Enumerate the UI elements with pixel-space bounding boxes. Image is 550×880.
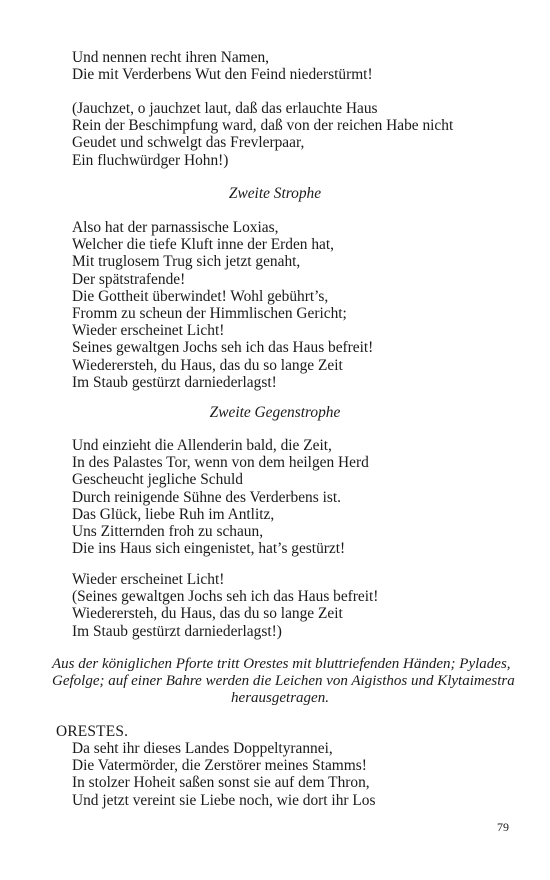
verse-line: Uns Zitternden froh zu schaun, xyxy=(72,523,264,541)
speech-line: In stolzer Hoheit saßen sonst sie auf dem Thron, xyxy=(72,774,370,792)
stage-direction-line: herausgetragen. xyxy=(231,690,329,707)
verse-line: Die mit Verderbens Wut den Feind niederstürmt! xyxy=(72,66,373,84)
verse-line: Wieder erscheinet Licht! xyxy=(72,571,225,588)
verse-line: Fromm zu scheun der Himmlischen Gericht; xyxy=(72,305,347,323)
verse-line: Die ins Haus sich eingenistet, hat’s gestürzt! xyxy=(72,540,346,558)
stanza-1 xyxy=(72,49,373,83)
verse-line: Welcher die tiefe Kluft inne der Erden hat, xyxy=(72,236,334,254)
verse-line: Durch reinigende Sühne des Verderbens ist. xyxy=(72,488,341,506)
verse-line: Im Staub gestürzt darniederlagst! xyxy=(72,373,277,391)
speaker-name: ORESTES. xyxy=(56,723,129,740)
verse-line: Und nennen recht ihren Namen, xyxy=(72,49,270,66)
verse-line: Wieder erscheinet Licht! xyxy=(72,322,225,340)
stanza-5 xyxy=(72,571,378,640)
stage-direction-line: Aus der königlichen Pforte tritt Orestes mit bluttriefenden Händen; Pylades, xyxy=(52,656,511,672)
section-heading-zweite-strophe: Zweite Strophe xyxy=(228,185,322,202)
stanza-4 xyxy=(72,437,369,557)
page-number: 79 xyxy=(497,820,509,834)
stage-direction xyxy=(52,656,515,708)
verse-line: Wiedererstеh, du Haus, das du so lange Zeit xyxy=(72,605,343,623)
verse-line: Ein fluchwürdger Hohn!) xyxy=(72,151,229,169)
stanza-3 xyxy=(72,219,373,391)
verse-line: (Seines gewaltgen Jochs seh ich das Haus befreit! xyxy=(72,588,379,606)
speech-line: Und jetzt vereint sie Liebe noch, wie dort ihr Los xyxy=(72,791,376,809)
speech-line: Da seht ihr dieses Landes Doppeltyrannei, xyxy=(72,740,333,757)
section-heading-zweite-gegenstrophe: Zweite Gegenstrophe xyxy=(209,404,341,421)
verse-line: Seines gewaltgen Jochs seh ich das Haus befreit! xyxy=(72,339,374,357)
verse-line: Geudet und schwelgt das Frevlerpaar, xyxy=(72,134,305,152)
speech-line: Die Vatermörder, die Zerstörer meines Stamms! xyxy=(72,757,367,775)
verse-line: Und einzieht die Allenderin bald, die Zeit, xyxy=(72,437,332,454)
verse-line: Das Glück, liebe Ruh im Antlitz, xyxy=(72,505,275,523)
verse-line: Gescheucht jegliche Schuld xyxy=(72,471,243,489)
verse-line: (Jauchzet, o jauchzet laut, daß das erlauchte Haus xyxy=(72,100,378,117)
verse-line: Der spätstrafende! xyxy=(72,270,186,288)
verse-line: Die Gottheit überwindet! Wohl gebührt’s, xyxy=(72,287,329,305)
stage-direction-line: Gefolge; auf einer Bahre werden die Leichen von Aigisthos und Klytaimestra xyxy=(52,673,515,690)
verse-line: In des Palastes Tor, wenn von dem heilgen Herd xyxy=(72,454,369,472)
verse-line: Also hat der parnassische Loxias, xyxy=(72,219,279,236)
verse-line: Im Staub gestürzt darniederlagst!) xyxy=(72,622,282,640)
verse-line: Mit truglosem Trug sich jetzt genaht, xyxy=(72,253,301,271)
verse-line: Rein der Beschimpfung ward, daß von der reichen Habe nicht xyxy=(72,117,454,135)
stanza-2 xyxy=(72,100,453,169)
speech-orestes xyxy=(72,740,375,809)
verse-line: Wiedererstеh, du Haus, das du so lange Zeit xyxy=(72,356,343,374)
